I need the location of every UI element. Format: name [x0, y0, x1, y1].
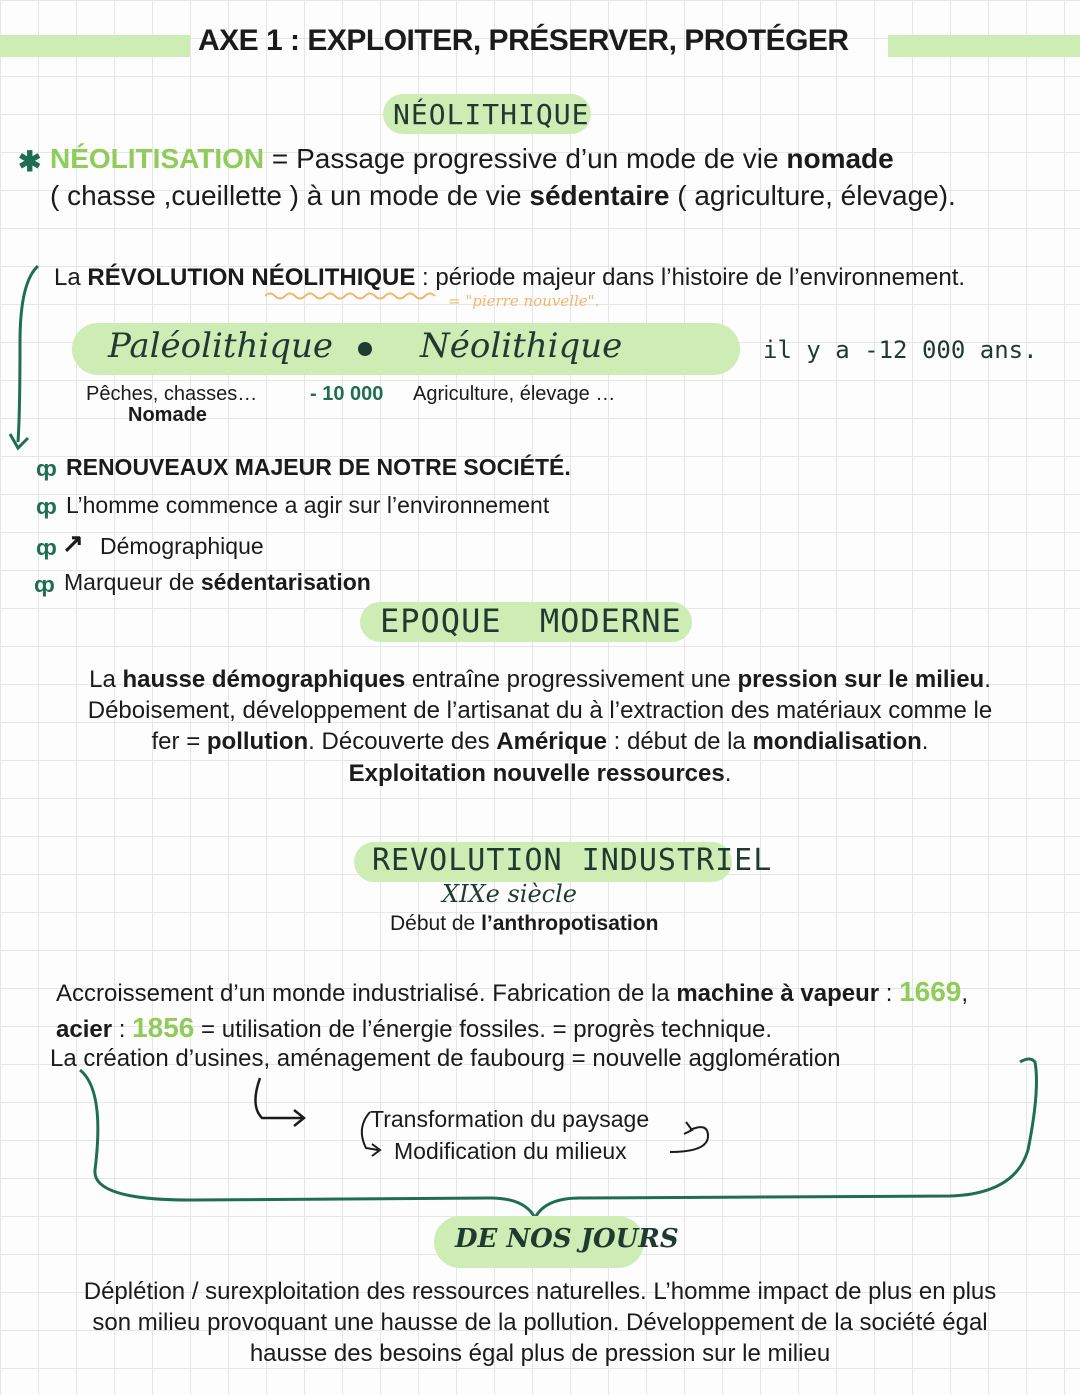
bullet-icon: ȹ [34, 572, 55, 597]
bracket-arrow-icon [8, 262, 48, 462]
definition-sedentaire: sédentaire [529, 180, 670, 211]
revolution-text: : période majeur dans l’histoire de l’environnement. [415, 264, 966, 291]
wavy-underline-icon [265, 290, 445, 302]
moderne-text: . [724, 760, 732, 787]
industriel-sub-text: Début de [390, 912, 482, 935]
timeline-neolithique: Néolithique [420, 326, 623, 366]
industriel-century: XIXe siècle [442, 880, 577, 908]
definition-line-2 [50, 180, 956, 212]
bullet-item-4-text: Marqueur de [64, 569, 201, 595]
moderne-line-1 [0, 666, 1080, 694]
industriel-text: : [879, 980, 900, 1007]
moderne-text: . [921, 728, 929, 755]
industriel-sub [390, 912, 658, 936]
definition-term: NÉOLITISATION [50, 143, 265, 174]
jours-line-3: hausse des besoins égal plus de pression sur le milieu [249, 1340, 831, 1367]
timeline-left-desc: Pêches, chasses… [86, 383, 258, 405]
moderne-bold: mondialisation [752, 728, 922, 755]
industriel-bold: acier [56, 1016, 113, 1043]
moderne-bold: Exploitation nouvelle ressources [348, 760, 725, 787]
bullet-icon: ȹ [36, 535, 57, 560]
transformation-line-1: Transformation du paysage [370, 1106, 650, 1132]
moderne-text: fer = [151, 728, 207, 755]
industriel-bold: machine à vapeur [676, 980, 880, 1007]
timeline-note: il y a -12 000 ans. [763, 336, 1038, 364]
revolution-line [54, 264, 965, 292]
title-highlight-left [0, 35, 190, 57]
jours-heading: DE NOS JOURS [455, 1224, 679, 1254]
curly-brace-icon [50, 1050, 1060, 1220]
bullet-icon: ȹ [36, 494, 57, 519]
revolution-prefix: La [54, 264, 88, 291]
timeline-left-desc-2: Nomade [128, 404, 207, 426]
timeline-dot [358, 342, 372, 356]
industriel-sub-bold: l’anthropotisation [481, 912, 659, 935]
moderne-bold: pollution [206, 728, 309, 755]
timeline-right-desc: Agriculture, élevage … [413, 383, 616, 405]
jours-line-2: son milieu provoquant une hausse de la pollution. Développement de la société égal [92, 1309, 988, 1336]
bullet-icon: ȹ [36, 456, 57, 481]
revolution-annotation: = "pierre nouvelle". [448, 292, 600, 310]
industriel-text: = utilisation de l’énergie fossiles. = progrès technique. [194, 1016, 773, 1043]
definition-line-1 [50, 143, 894, 175]
bullet-item-4-bold: sédentarisation [200, 569, 371, 595]
industriel-year-1: 1669 [899, 976, 962, 1007]
loop-arrow-icon [660, 1112, 720, 1162]
industriel-year-2: 1856 [132, 1012, 195, 1043]
transformation-line-2: Modification du milieux [394, 1138, 627, 1164]
neolithique-heading: NÉOLITHIQUE [393, 98, 590, 131]
timeline-paleolithique: Paléolithique [108, 326, 334, 366]
bullet-item-4 [64, 569, 371, 596]
moderne-bold: Amérique [496, 728, 607, 755]
moderne-bold: pression sur le milieu [737, 666, 985, 693]
hook-arrow-icon [250, 1076, 320, 1136]
moderne-text: entraîne progressivement une [405, 666, 738, 693]
industriel-line-3: La création d’usines, aménagement de faubourg = nouvelle agglomération [50, 1045, 841, 1072]
bullet-item-3: Démographique [100, 533, 264, 559]
industriel-text: , [961, 980, 969, 1007]
bullet-item-2: L’homme commence a agir sur l’environnement [66, 492, 550, 518]
moderne-text: La [89, 666, 123, 693]
revolution-term: RÉVOLUTION NÉOLITHIQUE [87, 264, 416, 291]
arrow-up-right-icon: ↗ [62, 528, 84, 558]
definition-text-3: ( agriculture, élevage). [669, 180, 956, 211]
title-highlight-right [888, 35, 1080, 57]
timeline-date: - 10 000 [310, 383, 384, 405]
moderne-heading: EPOQUE MODERNE [380, 602, 682, 640]
industriel-text: Accroissement d’un monde industrialisé. Fabrication de la [56, 980, 677, 1007]
bullet-item-1: RENOUVEAUX MAJEUR DE NOTRE SOCIÉTÉ. [66, 454, 571, 480]
jours-line-1: Déplétion / surexploitation des ressources naturelles. L’homme impact de plus en plus [83, 1278, 997, 1305]
moderne-bold: hausse démographiques [122, 666, 406, 693]
page-title: AXE 1 : EXPLOITER, PRÉSERVER, PROTÉGER [198, 24, 849, 57]
definition-nomade: nomade [786, 143, 894, 174]
asterisk-icon: ✱ [18, 146, 42, 177]
moderne-text: : début de la [606, 728, 753, 755]
industriel-line-1 [56, 976, 968, 1008]
moderne-line-3 [0, 728, 1080, 756]
moderne-text: . Découverte des [308, 728, 497, 755]
moderne-text: . [984, 666, 991, 693]
definition-text-2: ( chasse ,cueillette ) à un mode de vie [50, 180, 530, 211]
industriel-heading: REVOLUTION INDUSTRIEL [372, 843, 773, 878]
moderne-line-2: Déboisement, développement de l’artisanat du à l’extraction des matériaux comme le [87, 697, 993, 724]
definition-text: = Passage progressive d’un mode de vie [264, 143, 787, 174]
industriel-text: : [112, 1016, 133, 1043]
industriel-line-2 [56, 1012, 772, 1044]
moderne-line-4 [0, 760, 1080, 788]
